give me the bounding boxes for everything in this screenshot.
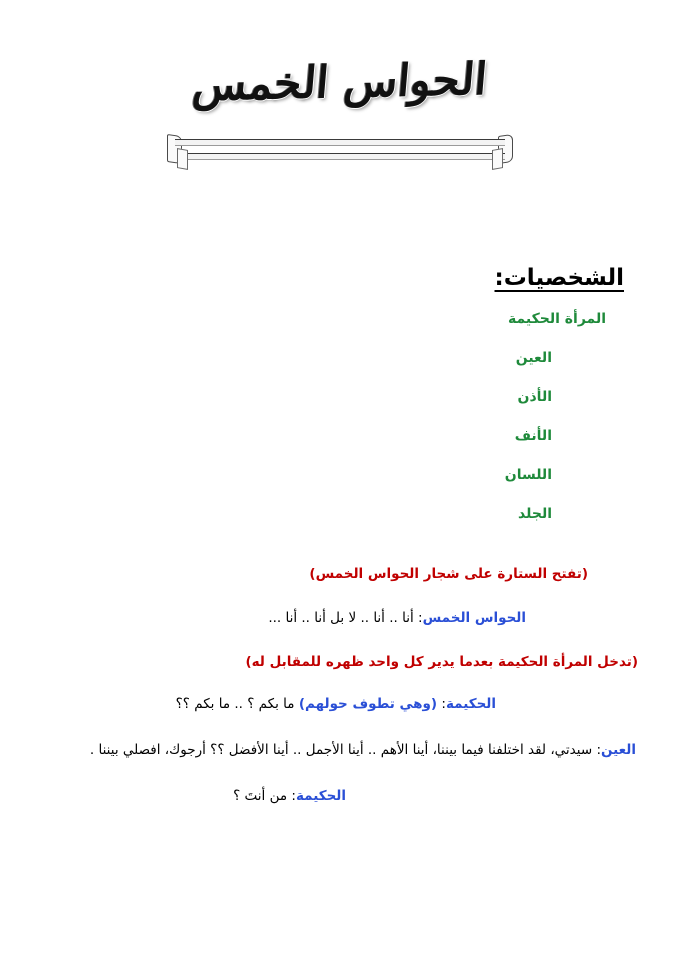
stage-direction: (تفتح الستارة على شجار الحواس الخمس): [309, 565, 588, 582]
speaker-name: الحكيمة: [295, 788, 346, 805]
dialogue-line: [34, 608, 646, 628]
decorative-divider: [175, 135, 505, 169]
divider-cap2-right-icon: [492, 148, 503, 170]
page-title: الحواس الخمس: [190, 53, 490, 112]
dialogue-line: [34, 740, 646, 760]
dialogue-text: سيدتي، لقد اختلفنا فيما بيننا، أينا الأهم .. أينا الأجمل .. أينا الأفضل ؟؟ أرجوك، افصلي بيننا .: [89, 742, 593, 759]
list-item: العين: [515, 349, 552, 366]
characters-heading: الشخصيات:: [494, 264, 624, 291]
script-section: [34, 566, 646, 807]
dialogue-text: أنا .. أنا .. لا بل أنا .. أنا ...: [268, 609, 414, 626]
speaker-name: الحكيمة: [445, 695, 496, 712]
speaker-name: العين: [601, 742, 636, 759]
speaker-separator: :: [596, 742, 602, 759]
divider-line-top: [175, 139, 505, 146]
dialogue-line: [34, 786, 646, 806]
dialogue-line: [34, 694, 646, 714]
speaker-separator: :: [418, 609, 423, 626]
list-item: اللسان: [504, 466, 552, 483]
divider-cap2-left-icon: [177, 148, 188, 170]
characters-section: [34, 265, 646, 522]
divider-line-bottom: [188, 153, 505, 160]
dialogue-text: ما بكم ؟ .. ما بكم ؟؟: [175, 695, 295, 712]
title-block: [34, 0, 646, 112]
dialogue-text: من أنتَ ؟: [233, 788, 288, 805]
speaker-separator: :: [441, 695, 446, 712]
list-item: الأذن: [517, 388, 552, 405]
characters-list: [34, 311, 624, 522]
list-item: الجلد: [518, 505, 552, 522]
list-item: المرأة الحكيمة: [508, 310, 606, 327]
inline-stage-direction: (وهي تطوف حولهم): [298, 695, 438, 712]
stage-direction: (تدخل المرأة الحكيمة بعدما يدير كل واحد ظهره للمقابل له): [245, 653, 638, 670]
list-item: الأنف: [514, 427, 552, 444]
speaker-name: الحواس الخمس: [422, 609, 526, 626]
speaker-separator: :: [291, 788, 296, 805]
